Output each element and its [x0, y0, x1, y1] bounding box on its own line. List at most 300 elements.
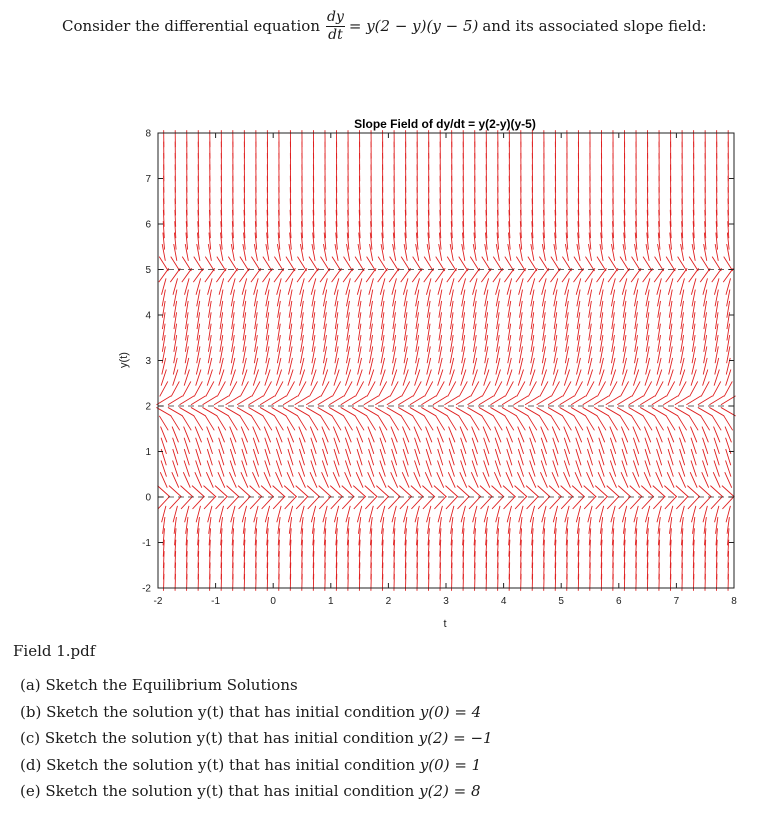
slope-segment	[686, 396, 701, 405]
slope-segment	[375, 407, 390, 416]
slope-segment	[416, 244, 419, 261]
slope-segment	[680, 369, 685, 385]
slope-segment	[401, 416, 410, 430]
slope-segment	[449, 278, 454, 294]
slope-segment	[458, 268, 468, 282]
slope-segment	[344, 381, 352, 396]
slope-segment	[180, 486, 193, 497]
slope-segment	[712, 257, 721, 271]
slope-segment	[306, 396, 321, 405]
slope-segment	[435, 268, 445, 282]
slope-segment	[402, 381, 410, 396]
slope-segment	[597, 257, 606, 271]
slope-segment	[425, 381, 433, 396]
slope-segment	[539, 257, 548, 271]
slope-segment	[219, 369, 224, 385]
slope-segment	[242, 369, 247, 385]
slope-segment	[158, 496, 170, 508]
slope-segment	[549, 486, 562, 497]
slope-segment	[587, 369, 592, 385]
slope-segment	[242, 278, 247, 294]
slope-segment	[538, 486, 551, 497]
slope-segment	[622, 506, 626, 522]
slope-segment	[399, 486, 412, 497]
slope-segment	[576, 369, 581, 385]
slope-segment	[273, 496, 285, 508]
slope-segment	[390, 257, 399, 271]
slope-segment	[561, 496, 573, 508]
slope-segment	[635, 244, 638, 261]
y-tick-label: 7	[145, 174, 151, 185]
slope-segment	[412, 268, 422, 282]
slope-segment	[260, 407, 275, 416]
slope-segment	[369, 278, 374, 294]
slope-segment	[404, 244, 407, 261]
slope-segment	[607, 486, 620, 497]
slope-segment	[227, 486, 240, 497]
slope-segment	[653, 486, 666, 497]
slope-segment	[309, 257, 318, 271]
slope-segment	[413, 381, 421, 396]
slope-segment	[664, 486, 677, 497]
slope-segment	[655, 381, 663, 396]
slope-segment	[456, 396, 471, 405]
slope-segment	[171, 416, 180, 430]
slope-segment	[217, 257, 226, 271]
slope-segment	[502, 396, 517, 405]
slope-segment	[353, 486, 366, 497]
slope-segment	[242, 506, 246, 522]
slope-segment	[398, 396, 413, 405]
slope-segment	[181, 496, 193, 508]
slope-segment	[646, 244, 649, 261]
slope-segment	[263, 416, 272, 430]
slope-segment	[228, 257, 237, 271]
slope-segment	[630, 496, 642, 508]
slope-segment	[631, 268, 641, 282]
slope-segment	[619, 496, 631, 508]
slope-segment	[194, 257, 203, 271]
slope-segment	[436, 257, 445, 271]
slope-segment	[645, 506, 649, 522]
slope-segment	[658, 244, 661, 261]
slope-segment	[168, 407, 183, 416]
slope-segment	[309, 381, 317, 396]
slope-segment	[461, 369, 466, 385]
slope-segment	[277, 278, 282, 294]
slope-segment	[461, 278, 466, 294]
slope-segment	[640, 407, 655, 416]
slope-segment	[286, 416, 295, 430]
initial-condition: y(0) = 4	[419, 702, 482, 721]
question-text: Sketch the solution y(t) that has initial condition	[46, 702, 416, 721]
slope-segment	[298, 381, 306, 396]
slope-segment	[540, 381, 548, 396]
slope-segment	[654, 268, 664, 282]
slope-segment	[450, 244, 453, 261]
slope-field-chart	[100, 108, 750, 638]
slope-segment	[473, 244, 476, 261]
slope-segment	[516, 268, 526, 282]
question-item	[20, 782, 493, 809]
slope-segment	[392, 506, 396, 522]
slope-segment	[678, 381, 686, 396]
slope-segment	[594, 396, 609, 405]
slope-segment	[586, 381, 594, 396]
slope-segment	[462, 244, 465, 261]
slope-segment	[553, 369, 558, 385]
slope-segment	[724, 257, 733, 271]
slope-segment	[231, 278, 236, 294]
slope-segment	[366, 268, 376, 282]
slope-segment	[701, 416, 710, 430]
slope-segment	[424, 416, 433, 430]
slope-segment	[656, 369, 661, 385]
slope-segment	[563, 381, 571, 396]
slope-segment	[356, 381, 364, 396]
slope-segment	[388, 486, 401, 497]
slope-segment	[600, 244, 603, 261]
slope-segment	[159, 268, 169, 282]
question-text: Sketch the Equilibrium Solutions	[45, 676, 298, 694]
slope-segment	[530, 278, 535, 294]
slope-segment	[484, 278, 489, 294]
x-tick-label: 4	[500, 596, 507, 607]
slope-segment	[668, 278, 673, 294]
y-tick-label: 4	[145, 310, 151, 322]
slope-segment	[323, 244, 326, 261]
slope-segment	[610, 369, 615, 385]
slope-segment	[229, 381, 237, 396]
y-tick-label: 5	[145, 265, 151, 276]
slope-segment	[609, 381, 617, 396]
slope-segment	[493, 416, 502, 430]
slope-segment	[171, 257, 180, 271]
slope-segment	[335, 244, 338, 261]
slope-segment	[553, 278, 558, 294]
slope-segment	[504, 496, 516, 508]
slope-segment	[266, 244, 269, 261]
slope-segment	[505, 381, 513, 396]
slope-segment	[447, 416, 456, 430]
slope-segment	[723, 268, 733, 282]
slope-segment	[185, 506, 189, 522]
slope-segment	[699, 496, 711, 508]
slope-segment	[283, 407, 298, 416]
slope-segment	[553, 506, 557, 522]
slope-segment	[379, 381, 387, 396]
slope-segment	[182, 416, 191, 430]
slope-segment	[434, 486, 447, 497]
slope-segment	[698, 407, 713, 416]
slope-segment	[205, 268, 215, 282]
figure-caption: Field 1.pdf	[13, 642, 96, 660]
slope-segment	[574, 416, 583, 430]
slope-segment	[295, 396, 310, 405]
slope-segment	[652, 407, 667, 416]
slope-segment	[620, 416, 629, 430]
slope-segment	[265, 369, 270, 385]
slope-segment	[554, 244, 557, 261]
slope-segment	[438, 506, 442, 522]
slope-segment	[162, 506, 166, 522]
slope-segment	[709, 396, 724, 405]
y-tick-label: 1	[145, 447, 151, 458]
slope-segment	[677, 268, 687, 282]
slope-segment	[288, 506, 292, 522]
slope-segment	[184, 369, 189, 385]
slope-segment	[527, 496, 539, 508]
slope-segment	[309, 268, 319, 282]
slope-segment	[262, 268, 272, 282]
slope-segment	[495, 369, 500, 385]
slope-segment	[448, 381, 456, 396]
slope-segment	[284, 486, 297, 497]
slope-segment	[205, 416, 214, 430]
slope-segment	[571, 407, 586, 416]
slope-segment	[640, 396, 655, 405]
question-item	[20, 729, 493, 756]
slope-segment	[701, 257, 710, 271]
slope-segment	[380, 369, 385, 385]
slope-segment	[298, 416, 307, 430]
slope-segment	[215, 486, 228, 497]
slope-segment	[370, 244, 373, 261]
slope-segment	[273, 486, 286, 497]
slope-segment	[447, 257, 456, 271]
slope-segment	[714, 278, 719, 294]
fraction-denominator: dt	[328, 26, 343, 43]
question-label: (a)	[20, 676, 41, 694]
question-item	[20, 703, 493, 730]
slope-segment	[517, 381, 525, 396]
slope-segment	[404, 506, 408, 522]
slope-segment	[300, 278, 305, 294]
slope-segment	[597, 381, 605, 396]
y-tick-label: 6	[145, 219, 151, 231]
slope-segment	[468, 396, 483, 405]
question-text: Sketch the solution y(t) that has initial condition	[46, 755, 416, 774]
slope-segment	[410, 396, 425, 405]
slope-segment	[620, 268, 630, 282]
slope-segment	[692, 244, 695, 261]
slope-segment	[689, 257, 698, 271]
slope-segment	[715, 506, 719, 522]
slope-segment	[208, 506, 212, 522]
slope-segment	[645, 369, 650, 385]
slope-segment	[471, 381, 479, 396]
slope-segment	[519, 244, 522, 261]
slope-segment	[484, 506, 488, 522]
slope-segment	[611, 244, 614, 261]
slope-segment	[701, 381, 709, 396]
slope-segment	[207, 369, 212, 385]
slope-segment	[584, 496, 596, 508]
slope-segment	[243, 244, 246, 261]
question-item	[20, 676, 493, 703]
slope-segment	[173, 278, 178, 294]
slope-segment	[722, 486, 735, 497]
slope-segment	[561, 486, 574, 497]
slope-segment	[588, 244, 591, 261]
slope-segment	[470, 268, 480, 282]
slope-segment	[657, 506, 661, 522]
slope-segment	[550, 496, 562, 508]
slope-segment	[507, 506, 511, 522]
slope-segment	[505, 257, 514, 271]
slope-segment	[275, 381, 283, 396]
slope-segment	[161, 369, 166, 385]
slope-segment	[438, 278, 443, 294]
slope-segment	[675, 407, 690, 416]
slope-segment	[228, 268, 238, 282]
slope-segment	[574, 268, 584, 282]
slope-segment	[607, 496, 619, 508]
slope-segment	[507, 278, 512, 294]
slope-segment	[496, 278, 501, 294]
slope-segment	[438, 369, 443, 385]
slope-segment	[562, 257, 571, 271]
slope-segment	[159, 257, 168, 271]
slope-segment	[401, 257, 410, 271]
slope-segment	[467, 407, 482, 416]
slope-segment	[214, 396, 229, 405]
slope-segment	[564, 369, 569, 385]
slope-segment	[333, 381, 341, 396]
slope-segment	[665, 496, 677, 508]
slope-segment	[239, 268, 249, 282]
slope-segment	[608, 268, 618, 282]
slope-segment	[548, 407, 563, 416]
slope-segment	[254, 244, 257, 261]
slope-segments	[156, 130, 735, 591]
slope-segment	[389, 268, 399, 282]
slope-segment	[423, 496, 435, 508]
slope-segment	[606, 396, 621, 405]
slope-segment	[617, 407, 632, 416]
slope-segment	[539, 416, 548, 430]
slope-segment	[597, 268, 607, 282]
slope-segment	[306, 407, 321, 416]
slope-segment	[433, 396, 448, 405]
slope-segment	[539, 268, 549, 282]
slope-segment	[375, 396, 390, 405]
slope-segment	[537, 396, 552, 405]
slope-segment	[206, 381, 214, 396]
slope-segment	[390, 381, 398, 396]
slope-segment	[403, 278, 408, 294]
slope-segment	[170, 268, 180, 282]
problem-statement	[62, 4, 707, 48]
slope-segment	[480, 486, 493, 497]
slope-segment	[194, 416, 203, 430]
slope-segment	[611, 506, 615, 522]
slope-segment	[611, 278, 616, 294]
slope-segment	[574, 381, 582, 396]
slope-segment	[424, 257, 433, 271]
slope-segment	[461, 506, 465, 522]
slope-segment	[726, 278, 731, 294]
slope-segment	[309, 416, 318, 430]
slope-segment	[721, 407, 736, 416]
slope-segment	[249, 396, 264, 405]
slope-segment	[249, 407, 264, 416]
slope-segment	[365, 496, 377, 508]
slope-segment	[421, 407, 436, 416]
slope-segment	[689, 416, 698, 430]
slope-segment	[634, 278, 639, 294]
slope-segment	[334, 506, 338, 522]
slope-segment	[629, 396, 644, 405]
slope-segment	[563, 416, 572, 430]
slope-segment	[156, 396, 171, 405]
slope-segment	[275, 416, 284, 430]
slope-segment	[514, 396, 529, 405]
slope-segment	[387, 407, 402, 416]
slope-segment	[216, 268, 226, 282]
slope-segment	[565, 506, 569, 522]
slope-segment	[194, 381, 202, 396]
slope-segment	[220, 244, 223, 261]
slope-segment	[622, 369, 627, 385]
x-tick-label: 5	[558, 596, 564, 607]
slope-segment	[468, 486, 481, 497]
slope-segment	[712, 416, 721, 430]
slope-segment	[357, 278, 362, 294]
slope-segment	[226, 407, 241, 416]
slope-segment	[205, 257, 214, 271]
slope-segment	[641, 486, 654, 497]
question-label: (b)	[20, 702, 42, 721]
slope-segment	[655, 257, 664, 271]
slope-segment	[676, 486, 689, 497]
slope-segment	[481, 496, 493, 508]
slope-segment	[202, 407, 217, 416]
slope-segment	[691, 369, 696, 385]
slope-segment	[643, 257, 652, 271]
slope-segment	[634, 506, 638, 522]
slope-segment	[525, 396, 540, 405]
slope-segment	[355, 257, 364, 271]
slope-segment	[585, 257, 594, 271]
slope-segment	[237, 396, 252, 405]
slope-segment	[583, 396, 598, 405]
slope-segment	[550, 268, 560, 282]
slope-segment	[219, 278, 224, 294]
slope-segment	[599, 506, 603, 522]
slope-segment	[473, 278, 478, 294]
slope-segment	[621, 381, 629, 396]
slope-segment	[643, 416, 652, 430]
slope-segment	[691, 278, 696, 294]
slope-segment	[472, 369, 477, 385]
slope-segment	[666, 268, 676, 282]
equation-rhs: = y(2 − y)(y − 5)	[348, 17, 479, 35]
slope-segment	[712, 268, 722, 282]
slope-segment	[196, 278, 201, 294]
slope-segment	[286, 268, 296, 282]
slope-segment	[312, 244, 315, 261]
slope-segment	[469, 496, 481, 508]
slope-segment	[609, 416, 618, 430]
slope-segment	[444, 407, 459, 416]
slope-segment	[622, 278, 627, 294]
slope-segment	[261, 486, 274, 497]
slope-segment	[519, 506, 523, 522]
slope-segment	[162, 244, 165, 261]
slope-segment	[726, 506, 730, 522]
slope-segment	[180, 396, 195, 405]
